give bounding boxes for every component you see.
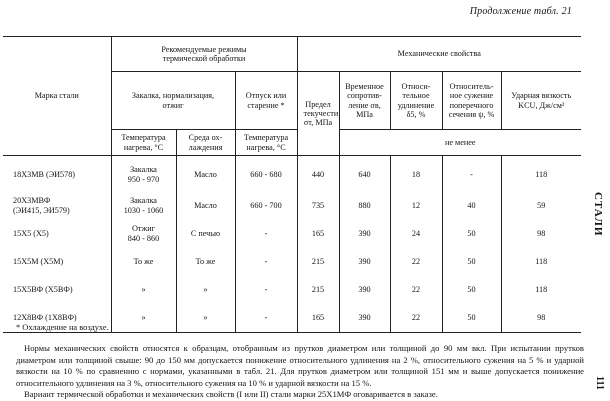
yield-cell: 215 <box>297 248 339 276</box>
reduction-cell: 50 <box>442 220 501 248</box>
quench-line: Закалка <box>130 196 157 206</box>
yield-cell: 735 <box>297 192 339 220</box>
impact-cell: 98 <box>501 220 581 248</box>
table-row <box>3 220 581 248</box>
grade-cell <box>3 276 111 304</box>
quench-cell <box>111 304 176 333</box>
temper-cell: - <box>235 276 297 304</box>
header-elongation: Относи-тельное удлинение δ5, % <box>397 82 435 119</box>
quench-cell <box>111 276 176 304</box>
note-paragraph: Вариант термической обработки и механических свойств (I или II) стали марки 25Х1МФ оговаривается в заказе. <box>24 389 438 399</box>
quench-cell <box>111 248 176 276</box>
temper-cell: - <box>235 248 297 276</box>
medium-cell: Масло <box>176 156 235 192</box>
quench-line: 950 - 970 <box>127 174 160 184</box>
header-heat-temp: Температура нагрева, °C <box>111 130 176 156</box>
grade-line: 15Х5 (Х5) <box>13 228 49 238</box>
elongation-cell: 22 <box>390 276 442 304</box>
impact-cell: 118 <box>501 276 581 304</box>
grade-line: 15Х5ВФ (Х5ВФ) <box>13 284 73 294</box>
elongation-cell: 12 <box>390 192 442 220</box>
table-row <box>3 156 581 192</box>
elongation-cell: 24 <box>390 220 442 248</box>
tensile-cell: 390 <box>339 220 390 248</box>
quench-line: То же <box>133 256 154 266</box>
steel-properties-table <box>3 36 581 333</box>
header-tensile: Временное сопротив-ление σв, МПа <box>345 82 384 119</box>
tensile-cell: 390 <box>339 304 390 333</box>
table-row <box>3 248 581 276</box>
quench-line: Закалка <box>130 165 157 175</box>
grade-cell <box>3 156 111 192</box>
reduction-cell: 50 <box>442 276 501 304</box>
reduction-cell: 50 <box>442 248 501 276</box>
reduction-cell: 50 <box>442 304 501 333</box>
grade-line: (ЭИ415, ЭИ579) <box>13 205 70 215</box>
medium-cell: » <box>176 304 235 333</box>
header-temper: Отпуск или старение * <box>235 72 297 130</box>
side-section-label: СТАЛИ <box>592 192 604 237</box>
quench-cell <box>111 192 176 220</box>
header-temper-temp: Температура нагрева, °C <box>235 130 297 156</box>
impact-cell: 59 <box>501 192 581 220</box>
quench-cell <box>111 156 176 192</box>
table-footnote: * Охлаждение на воздухе. <box>16 323 109 332</box>
medium-cell: То же <box>176 248 235 276</box>
header-grade: Марка стали <box>3 37 111 156</box>
temper-cell: 660 - 680 <box>235 156 297 192</box>
header-quench: Закалка, нормализация, отжиг <box>111 72 235 130</box>
reduction-cell: - <box>442 156 501 192</box>
quench-line: Отжиг <box>132 224 155 234</box>
medium-cell: Масло <box>176 192 235 220</box>
header-not-less: не менее <box>339 130 581 156</box>
grade-line: 15Х5М (Х5М) <box>13 256 64 266</box>
grade-cell <box>3 220 111 248</box>
grade-line: 12Х8ВФ (1Х8ВФ) <box>13 312 77 322</box>
continuation-label: Продолжение табл. 21 <box>469 6 572 17</box>
yield-cell: 215 <box>297 276 339 304</box>
page-number: 111 <box>594 376 605 390</box>
impact-cell: 118 <box>501 248 581 276</box>
temper-cell: - <box>235 220 297 248</box>
grade-cell <box>3 192 111 220</box>
elongation-cell: 22 <box>390 304 442 333</box>
quench-line: » <box>141 284 146 294</box>
quench-line: » <box>141 312 146 322</box>
table-row <box>3 192 581 220</box>
impact-cell: 118 <box>501 156 581 192</box>
yield-cell: 165 <box>297 220 339 248</box>
tensile-cell: 880 <box>339 192 390 220</box>
grade-line: 18Х3МВ (ЭИ578) <box>13 169 76 179</box>
impact-cell: 98 <box>501 304 581 333</box>
yield-cell: 165 <box>297 304 339 333</box>
table-row <box>3 276 581 304</box>
note-paragraph: Нормы механических свойств относятся к образцам, отобранным из прутков диаметром или толщиной до 90 мм вкл. При испытании прутков диаметром или толщиной свыше: 90 до 150 мм допускается понижение относительного удлинения на 2 %, относительного сужения на 5 % и ударной вязкости на 10 % по сравнению с нормами, указанными в табл. 21. Для прутков диаметром или толщиной 151 мм и выше допускается понижение относительного удлинения на 3 %, относительного сужения на 10 % и ударной вязкости на 15 %. <box>16 343 584 388</box>
notes-block <box>16 343 584 401</box>
tensile-cell: 390 <box>339 276 390 304</box>
header-yield: Предел текучести σт, МПа <box>303 99 339 127</box>
quench-cell <box>111 220 176 248</box>
reduction-cell: 40 <box>442 192 501 220</box>
medium-cell: С печью <box>176 220 235 248</box>
temper-cell: 660 - 700 <box>235 192 297 220</box>
quench-line: 1030 - 1060 <box>123 205 164 215</box>
grade-cell <box>3 248 111 276</box>
quench-line: 840 - 860 <box>127 233 160 243</box>
header-reduction: Относитель-ное сужение поперечного сечения ψ, % <box>448 82 495 119</box>
header-mech-group: Механические свойства <box>297 37 581 72</box>
header-medium: Среда ох-лаждения <box>176 130 235 156</box>
yield-cell: 440 <box>297 156 339 192</box>
grade-line: 20Х3МВФ <box>13 196 51 206</box>
table-body <box>3 156 581 333</box>
elongation-cell: 22 <box>390 248 442 276</box>
medium-cell: » <box>176 276 235 304</box>
tensile-cell: 640 <box>339 156 390 192</box>
header-impact: Ударная вязкость KCU, Дж/см² <box>511 91 572 110</box>
tensile-cell: 390 <box>339 248 390 276</box>
elongation-cell: 18 <box>390 156 442 192</box>
header-modes-group: Рекомендуемые режимы термической обработки <box>111 37 297 72</box>
temper-cell: - <box>235 304 297 333</box>
